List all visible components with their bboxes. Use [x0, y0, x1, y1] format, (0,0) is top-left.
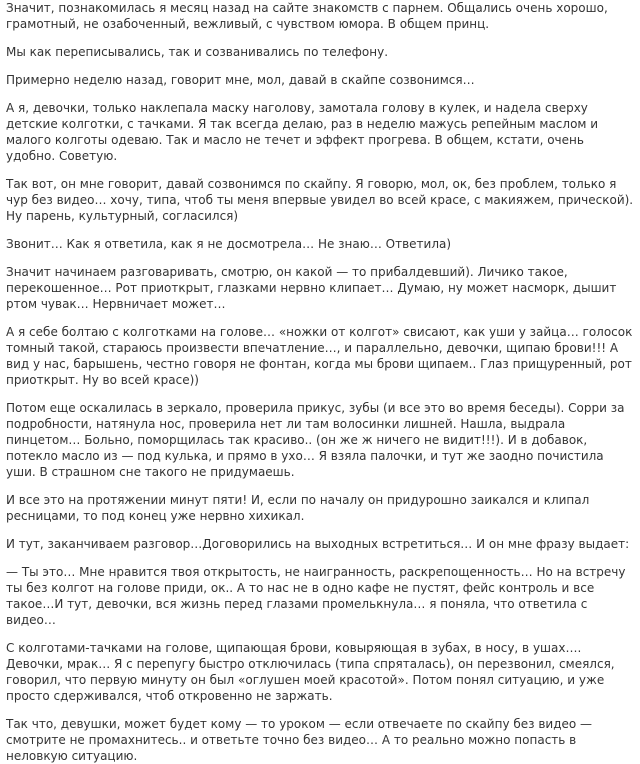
article-paragraph: Так вот, он мне говорит, давай созвонимся по скайпу. Я говорю, мол, ок, без проблем, только я чур без видео… хочу, типа, чтоб ты меня впервые увидел во всей красе, с макияжем, прической). Ну парень, культурный, согласился): [6, 177, 634, 223]
article-paragraph: Значит, познакомилась я месяц назад на сайте знакомств с парнем. Общались очень хорошо, грамотный, не озабоченный, вежливый, с чувством юмора. В общем принц.: [6, 1, 608, 31]
article-paragraph: А я себе болтаю с колготками на голове… «ножки от колгот» свисают, как уши у зайца… голосок томный такой, стараюсь произвести впечатление…, и параллельно, девочки, щипаю брови!!! А вид у нас, барышень, честно говоря не фонтан, когда мы брови щипаем.. Глаз прищуренный, рот приоткрыт. Ну во всей красе)): [6, 325, 633, 387]
article-paragraph: Мы как переписывались, так и созванивались по телефону.: [6, 45, 389, 59]
article-paragraph: И все это на протяжении минут пяти! И, если по началу он придурошно заикался и клипал ресницами, то под конец уже нервно хихикал.: [6, 493, 590, 523]
article-paragraph: Так что, девушки, может будет кому — то уроком — если отвечаете по скайпу без видео — смотрите не промахнитесь.. и ответьте точно без видео… А то реально можно попасть в неловкую ситуацию.: [6, 717, 593, 763]
article-paragraph: — Ты это… Мне нравится твоя открытость, не наигранность, раскрепощенность… Но на встречу ты без колгот на голове приди, ок.. А то нас не в одно кафе не пустят, фейс контроль и все такое…И тут, девочки, вся жизнь перед глазами промелькнула… я поняла, что ответила с видео…: [6, 565, 626, 627]
article-paragraph: С колготами-тачками на голове, щипающая брови, ковыряющая в зубах, в носу, в ушах…. Девочки, мрак… Я с перепугу быстро отключилась (типа спряталась), он перезвонил, смеялся, говорил, что первую минуту он был «оглушен моей красотой». Потом понял ситуацию, и уже просто сдерживался, чтоб откровенно не заржать.: [6, 641, 615, 703]
article-paragraph: Потом еще оскалилась в зеркало, проверила прикус, зубы (и все это во время беседы). Сорри за подробности, натянула нос, проверила нет ли там волосинки лишней. Нашла, выдрала пинцетом… Больно, поморщилась так красиво.. (он же ж ничего не видит!!!). И в добавок, потекло масло из — под кулька, и прямо в ухо… Я взяла палочки, и тут же заодно почистила уши. В страшном сне такого не придумаешь.: [6, 401, 625, 479]
article-paragraph: И тут, заканчиваем разговор…Договорились на выходных встретиться… И он мне фразу выдает:: [6, 537, 630, 551]
article-paragraph: Звонит… Как я ответила, как я не досмотрела… Не знаю… Ответила): [6, 237, 452, 251]
article-paragraph: А я, девочки, только наклепала маску наголову, замотала голову в кулек, и надела сверху детские колготки, с тачками. Я так всегда делаю, раз в неделю мажусь репейным маслом и малого колготы одеваю. Так и масло не течет и эффект прогрева. В общем, кстати, очень удобно. Советую.: [6, 101, 599, 163]
article-paragraph: Значит начинаем разговаривать, смотрю, он какой — то прибалдевший). Личико такое, перекошенное… Рот приоткрыт, глазками нервно клипает… Думаю, ну может насморк, дышит ртом чувак… Нервничает может…: [6, 265, 617, 311]
article-paragraph: Примерно неделю назад, говорит мне, мол, давай в скайпе созвонимся…: [6, 73, 475, 87]
